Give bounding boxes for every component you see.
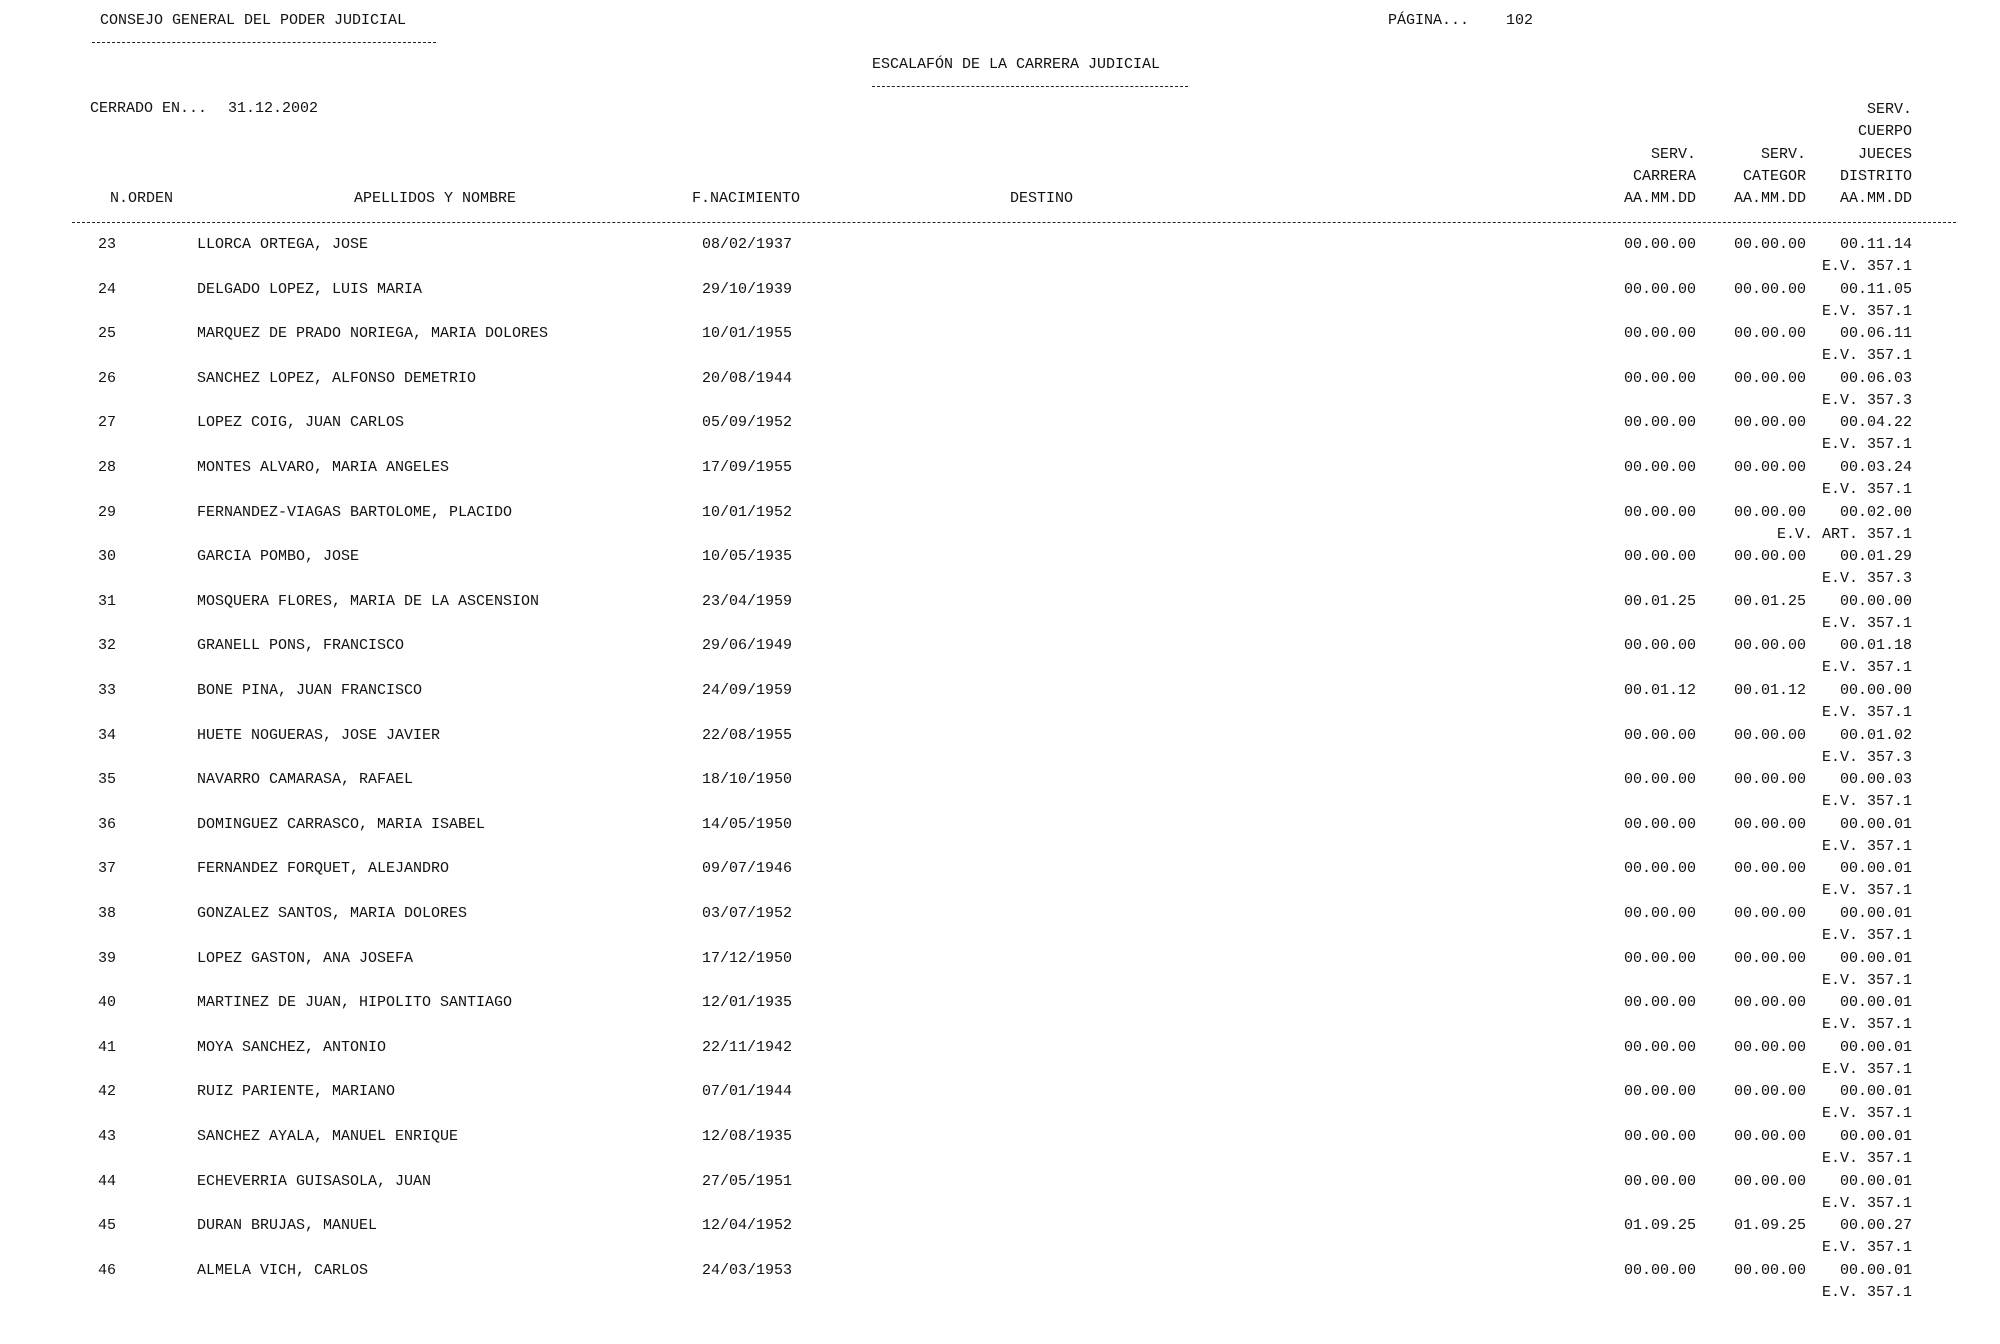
serv-categor-cell: 00.00.00 <box>1733 860 1806 877</box>
table-row <box>0 1217 2000 1261</box>
serv-carrera-cell: 00.01.25 <box>1623 593 1696 610</box>
orden-cell: 32 <box>98 637 117 654</box>
serv-carrera-cell: 00.00.00 <box>1623 994 1696 1011</box>
col-header-distrito-2: CUERPO <box>1857 123 1912 140</box>
serv-distrito-cell: 00.00.01 <box>1839 1173 1912 1190</box>
col-header-distrito-3: JUECES <box>1857 146 1912 163</box>
serv-carrera-cell: 01.09.25 <box>1623 1217 1696 1234</box>
serv-categor-cell: 00.00.00 <box>1733 459 1806 476</box>
name-cell: DOMINGUEZ CARRASCO, MARIA ISABEL <box>197 816 486 833</box>
serv-distrito-cell: 00.01.02 <box>1839 727 1912 744</box>
serv-distrito-cell: 00.06.03 <box>1839 370 1912 387</box>
birthdate-cell: 29/10/1939 <box>702 281 793 298</box>
serv-carrera-cell: 00.00.00 <box>1623 459 1696 476</box>
serv-categor-cell: 00.00.00 <box>1733 236 1806 253</box>
serv-carrera-cell: 00.00.00 <box>1623 860 1696 877</box>
birthdate-cell: 29/06/1949 <box>702 637 793 654</box>
birthdate-cell: 17/09/1955 <box>702 459 793 476</box>
serv-categor-cell: 00.00.00 <box>1733 1083 1806 1100</box>
col-header-categor-3: AA.MM.DD <box>1733 190 1806 207</box>
page-label: PÁGINA... <box>1388 12 1470 29</box>
orden-cell: 27 <box>98 414 117 431</box>
name-cell: SANCHEZ LOPEZ, ALFONSO DEMETRIO <box>197 370 477 387</box>
orden-cell: 42 <box>98 1083 117 1100</box>
name-cell: RUIZ PARIENTE, MARIANO <box>197 1083 396 1100</box>
legal-note: E.V. 357.1 <box>1821 882 1912 899</box>
name-cell: DURAN BRUJAS, MANUEL <box>197 1217 378 1234</box>
legal-note: E.V. 357.1 <box>1821 1195 1912 1212</box>
name-cell: GRANELL PONS, FRANCISCO <box>197 637 405 654</box>
legal-note: E.V. 357.1 <box>1821 659 1912 676</box>
name-cell: DELGADO LOPEZ, LUIS MARIA <box>197 281 423 298</box>
serv-categor-cell: 00.01.12 <box>1733 682 1806 699</box>
legal-note: E.V. 357.1 <box>1821 258 1912 275</box>
legal-note: E.V. 357.1 <box>1821 1105 1912 1122</box>
legal-note: E.V. 357.1 <box>1821 972 1912 989</box>
name-cell: ECHEVERRIA GUISASOLA, JUAN <box>197 1173 432 1190</box>
name-cell: GARCIA POMBO, JOSE <box>197 548 360 565</box>
name-cell: MARTINEZ DE JUAN, HIPOLITO SANTIAGO <box>197 994 513 1011</box>
serv-carrera-cell: 00.00.00 <box>1623 727 1696 744</box>
name-cell: BONE PINA, JUAN FRANCISCO <box>197 682 423 699</box>
page-number: 102 <box>1506 12 1534 29</box>
serv-carrera-cell: 00.00.00 <box>1623 504 1696 521</box>
name-cell: MARQUEZ DE PRADO NORIEGA, MARIA DOLORES <box>197 325 549 342</box>
col-header-distrito-4: DISTRITO <box>1839 168 1912 185</box>
table-row <box>0 1039 2000 1083</box>
orden-cell: 31 <box>98 593 117 610</box>
table-row <box>0 637 2000 681</box>
serv-distrito-cell: 00.00.01 <box>1839 1128 1912 1145</box>
table-row <box>0 281 2000 325</box>
name-cell: MOSQUERA FLORES, MARIA DE LA ASCENSION <box>197 593 540 610</box>
orden-cell: 35 <box>98 771 117 788</box>
serv-categor-cell: 00.00.00 <box>1733 548 1806 565</box>
name-cell: MONTES ALVARO, MARIA ANGELES <box>197 459 450 476</box>
birthdate-cell: 12/04/1952 <box>702 1217 793 1234</box>
birthdate-cell: 27/05/1951 <box>702 1173 793 1190</box>
serv-distrito-cell: 00.00.01 <box>1839 994 1912 1011</box>
name-cell: ALMELA VICH, CARLOS <box>197 1262 369 1279</box>
birthdate-cell: 12/08/1935 <box>702 1128 793 1145</box>
name-cell: HUETE NOGUERAS, JOSE JAVIER <box>197 727 441 744</box>
serv-carrera-cell: 00.00.00 <box>1623 1173 1696 1190</box>
orden-cell: 23 <box>98 236 117 253</box>
serv-carrera-cell: 00.00.00 <box>1623 1262 1696 1279</box>
serv-categor-cell: 00.00.00 <box>1733 281 1806 298</box>
birthdate-cell: 03/07/1952 <box>702 905 793 922</box>
legal-note: E.V. 357.3 <box>1821 392 1912 409</box>
serv-distrito-cell: 00.00.00 <box>1839 593 1912 610</box>
birthdate-cell: 18/10/1950 <box>702 771 793 788</box>
col-header-categor-1: SERV. <box>1760 146 1806 163</box>
table-row <box>0 414 2000 458</box>
serv-carrera-cell: 00.00.00 <box>1623 637 1696 654</box>
orden-cell: 30 <box>98 548 117 565</box>
orden-cell: 37 <box>98 860 117 877</box>
table-row <box>0 994 2000 1038</box>
serv-categor-cell: 00.00.00 <box>1733 1173 1806 1190</box>
table-row <box>0 1128 2000 1172</box>
col-header-nacimiento: F.NACIMIENTO <box>692 190 801 207</box>
name-cell: LOPEZ COIG, JUAN CARLOS <box>197 414 405 431</box>
orden-cell: 46 <box>98 1262 117 1279</box>
legal-note: E.V. 357.1 <box>1821 1239 1912 1256</box>
serv-carrera-cell: 00.00.00 <box>1623 1083 1696 1100</box>
table-row <box>0 236 2000 280</box>
serv-distrito-cell: 00.02.00 <box>1839 504 1912 521</box>
serv-carrera-cell: 00.00.00 <box>1623 325 1696 342</box>
birthdate-cell: 05/09/1952 <box>702 414 793 431</box>
table-row <box>0 370 2000 414</box>
legal-note: E.V. 357.1 <box>1821 927 1912 944</box>
table-row <box>0 905 2000 949</box>
serv-distrito-cell: 00.00.00 <box>1839 682 1912 699</box>
name-cell: LOPEZ GASTON, ANA JOSEFA <box>197 950 414 967</box>
table-row <box>0 816 2000 860</box>
birthdate-cell: 09/07/1946 <box>702 860 793 877</box>
serv-carrera-cell: 00.00.00 <box>1623 905 1696 922</box>
serv-categor-cell: 00.00.00 <box>1733 816 1806 833</box>
serv-distrito-cell: 00.01.29 <box>1839 548 1912 565</box>
table-row <box>0 727 2000 771</box>
birthdate-cell: 22/11/1942 <box>702 1039 793 1056</box>
serv-carrera-cell: 00.00.00 <box>1623 950 1696 967</box>
serv-distrito-cell: 00.04.22 <box>1839 414 1912 431</box>
legal-note: E.V. 357.1 <box>1821 1150 1912 1167</box>
col-header-carrera-3: AA.MM.DD <box>1623 190 1696 207</box>
birthdate-cell: 10/05/1935 <box>702 548 793 565</box>
orden-cell: 33 <box>98 682 117 699</box>
birthdate-cell: 08/02/1937 <box>702 236 793 253</box>
legal-note: E.V. 357.3 <box>1821 749 1912 766</box>
table-row <box>0 504 2000 548</box>
serv-distrito-cell: 00.01.18 <box>1839 637 1912 654</box>
table-row <box>0 325 2000 369</box>
table-row <box>0 548 2000 592</box>
birthdate-cell: 23/04/1959 <box>702 593 793 610</box>
serv-carrera-cell: 00.01.12 <box>1623 682 1696 699</box>
legal-note: E.V. 357.1 <box>1821 838 1912 855</box>
serv-distrito-cell: 00.11.05 <box>1839 281 1912 298</box>
table-row <box>0 459 2000 503</box>
col-header-distrito-5: AA.MM.DD <box>1839 190 1912 207</box>
table-row <box>0 682 2000 726</box>
serv-distrito-cell: 00.00.01 <box>1839 860 1912 877</box>
col-header-categor-2: CATEGOR <box>1742 168 1806 185</box>
serv-distrito-cell: 00.00.01 <box>1839 905 1912 922</box>
orden-cell: 29 <box>98 504 117 521</box>
table-row <box>0 950 2000 994</box>
serv-distrito-cell: 00.00.01 <box>1839 1039 1912 1056</box>
serv-categor-cell: 00.00.00 <box>1733 637 1806 654</box>
legal-note: E.V. 357.1 <box>1821 704 1912 721</box>
birthdate-cell: 24/03/1953 <box>702 1262 793 1279</box>
orden-cell: 26 <box>98 370 117 387</box>
serv-categor-cell: 00.00.00 <box>1733 414 1806 431</box>
serv-carrera-cell: 00.00.00 <box>1623 548 1696 565</box>
orden-cell: 38 <box>98 905 117 922</box>
serv-categor-cell: 00.00.00 <box>1733 771 1806 788</box>
serv-distrito-cell: 00.11.14 <box>1839 236 1912 253</box>
table-row <box>0 593 2000 637</box>
serv-categor-cell: 00.00.00 <box>1733 727 1806 744</box>
orden-cell: 45 <box>98 1217 117 1234</box>
orden-cell: 36 <box>98 816 117 833</box>
birthdate-cell: 24/09/1959 <box>702 682 793 699</box>
name-cell: GONZALEZ SANTOS, MARIA DOLORES <box>197 905 468 922</box>
serv-distrito-cell: 00.00.01 <box>1839 1262 1912 1279</box>
serv-carrera-cell: 00.00.00 <box>1623 281 1696 298</box>
legal-note: E.V. 357.1 <box>1821 1284 1912 1301</box>
birthdate-cell: 22/08/1955 <box>702 727 793 744</box>
document-title: ESCALAFÓN DE LA CARRERA JUDICIAL <box>872 56 1161 73</box>
serv-carrera-cell: 00.00.00 <box>1623 816 1696 833</box>
serv-carrera-cell: 00.00.00 <box>1623 370 1696 387</box>
serv-distrito-cell: 00.00.03 <box>1839 771 1912 788</box>
orden-cell: 28 <box>98 459 117 476</box>
orden-cell: 25 <box>98 325 117 342</box>
orden-cell: 34 <box>98 727 117 744</box>
serv-categor-cell: 00.00.00 <box>1733 1128 1806 1145</box>
col-header-carrera-1: SERV. <box>1650 146 1696 163</box>
closed-date: 31.12.2002 <box>228 100 319 117</box>
legal-note: E.V. ART. 357.1 <box>1776 526 1912 543</box>
orden-cell: 24 <box>98 281 117 298</box>
legal-note: E.V. 357.1 <box>1821 793 1912 810</box>
serv-categor-cell: 00.00.00 <box>1733 370 1806 387</box>
serv-distrito-cell: 00.00.01 <box>1839 950 1912 967</box>
col-header-nombre: APELLIDOS Y NOMBRE <box>354 190 517 207</box>
serv-carrera-cell: 00.00.00 <box>1623 771 1696 788</box>
serv-categor-cell: 00.00.00 <box>1733 905 1806 922</box>
orden-cell: 44 <box>98 1173 117 1190</box>
name-cell: FERNANDEZ FORQUET, ALEJANDRO <box>197 860 450 877</box>
legal-note: E.V. 357.1 <box>1821 1061 1912 1078</box>
legal-note: E.V. 357.1 <box>1821 436 1912 453</box>
birthdate-cell: 10/01/1952 <box>702 504 793 521</box>
table-row <box>0 1083 2000 1127</box>
col-header-orden: N.ORDEN <box>110 190 174 207</box>
table-row <box>0 1173 2000 1217</box>
serv-carrera-cell: 00.00.00 <box>1623 1039 1696 1056</box>
birthdate-cell: 14/05/1950 <box>702 816 793 833</box>
serv-distrito-cell: 00.00.01 <box>1839 1083 1912 1100</box>
name-cell: LLORCA ORTEGA, JOSE <box>197 236 369 253</box>
serv-categor-cell: 00.00.00 <box>1733 1262 1806 1279</box>
legal-note: E.V. 357.1 <box>1821 303 1912 320</box>
name-cell: MOYA SANCHEZ, ANTONIO <box>197 1039 387 1056</box>
serv-distrito-cell: 00.03.24 <box>1839 459 1912 476</box>
name-cell: FERNANDEZ-VIAGAS BARTOLOME, PLACIDO <box>197 504 513 521</box>
serv-categor-cell: 00.00.00 <box>1733 994 1806 1011</box>
serv-distrito-cell: 00.00.27 <box>1839 1217 1912 1234</box>
serv-categor-cell: 00.01.25 <box>1733 593 1806 610</box>
table-row <box>0 1262 2000 1306</box>
serv-categor-cell: 00.00.00 <box>1733 1039 1806 1056</box>
name-cell: NAVARRO CAMARASA, RAFAEL <box>197 771 414 788</box>
birthdate-cell: 20/08/1944 <box>702 370 793 387</box>
serv-categor-cell: 01.09.25 <box>1733 1217 1806 1234</box>
serv-carrera-cell: 00.00.00 <box>1623 1128 1696 1145</box>
birthdate-cell: 12/01/1935 <box>702 994 793 1011</box>
legal-note: E.V. 357.3 <box>1821 570 1912 587</box>
legal-note: E.V. 357.1 <box>1821 1016 1912 1033</box>
legal-note: E.V. 357.1 <box>1821 347 1912 364</box>
serv-distrito-cell: 00.06.11 <box>1839 325 1912 342</box>
orden-cell: 43 <box>98 1128 117 1145</box>
table-row <box>0 860 2000 904</box>
legal-note: E.V. 357.1 <box>1821 615 1912 632</box>
serv-carrera-cell: 00.00.00 <box>1623 414 1696 431</box>
name-cell: SANCHEZ AYALA, MANUEL ENRIQUE <box>197 1128 459 1145</box>
birthdate-cell: 17/12/1950 <box>702 950 793 967</box>
col-header-distrito-1: SERV. <box>1866 101 1912 118</box>
serv-categor-cell: 00.00.00 <box>1733 325 1806 342</box>
birthdate-cell: 07/01/1944 <box>702 1083 793 1100</box>
table-row <box>0 771 2000 815</box>
col-header-destino: DESTINO <box>1010 190 1074 207</box>
col-header-carrera-2: CARRERA <box>1632 168 1696 185</box>
orden-cell: 39 <box>98 950 117 967</box>
serv-categor-cell: 00.00.00 <box>1733 950 1806 967</box>
closed-label: CERRADO EN... <box>90 100 208 117</box>
organization-name: CONSEJO GENERAL DEL PODER JUDICIAL <box>100 12 407 29</box>
organization-underline <box>92 42 436 43</box>
orden-cell: 41 <box>98 1039 117 1056</box>
header-separator <box>72 222 1956 223</box>
title-underline <box>872 86 1188 87</box>
birthdate-cell: 10/01/1955 <box>702 325 793 342</box>
serv-categor-cell: 00.00.00 <box>1733 504 1806 521</box>
orden-cell: 40 <box>98 994 117 1011</box>
serv-carrera-cell: 00.00.00 <box>1623 236 1696 253</box>
serv-distrito-cell: 00.00.01 <box>1839 816 1912 833</box>
legal-note: E.V. 357.1 <box>1821 481 1912 498</box>
